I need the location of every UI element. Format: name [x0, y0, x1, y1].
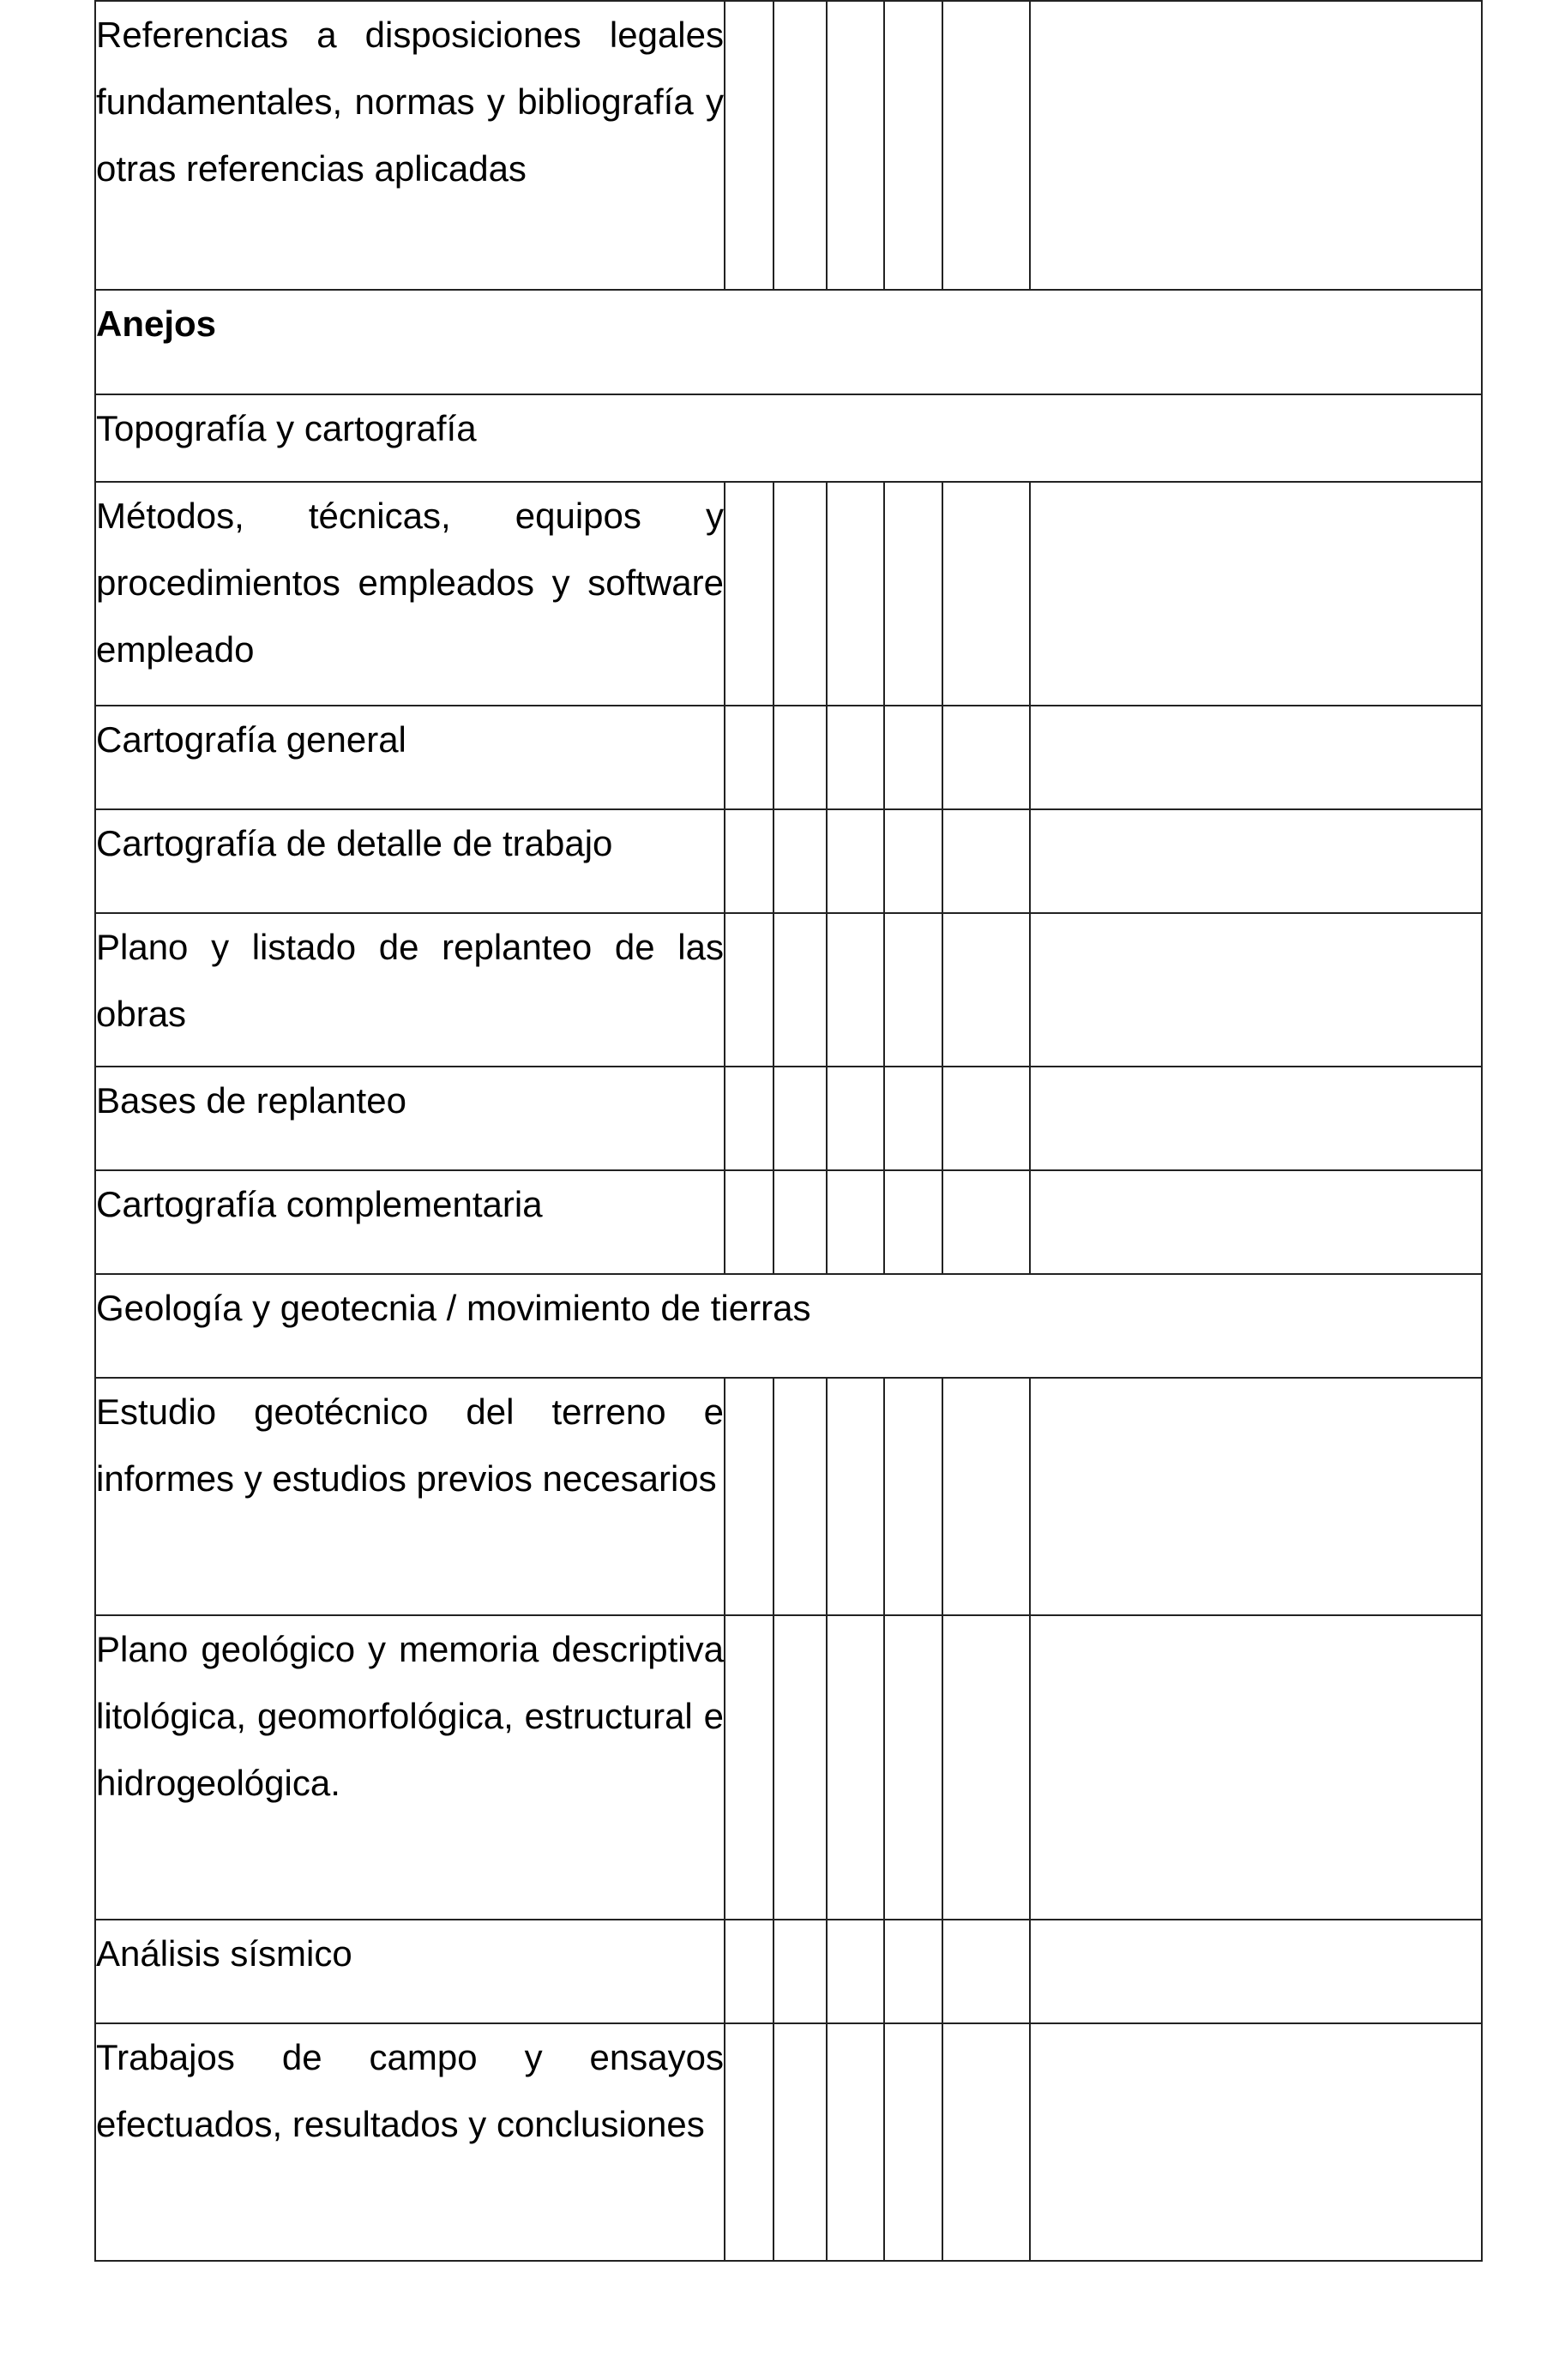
check-cell[interactable]	[827, 2023, 884, 2261]
row-label: Estudio geotécnico del terreno e informes y estudios previos necesarios	[95, 1378, 725, 1615]
check-cell[interactable]	[942, 482, 1030, 706]
check-cell[interactable]	[942, 809, 1030, 913]
observations-cell[interactable]	[1030, 482, 1482, 706]
check-cell[interactable]	[773, 1615, 827, 1920]
table-row	[95, 913, 1482, 1067]
row-label: Plano geológico y memoria descriptiva litológica, geomorfológica, estructural e hidrogeológica.	[95, 1615, 725, 1920]
section-row	[95, 1274, 1482, 1378]
observations-cell[interactable]	[1030, 1920, 1482, 2023]
check-cell[interactable]	[773, 482, 827, 706]
table-row	[95, 1, 1482, 290]
row-label: Análisis sísmico	[95, 1920, 725, 2023]
check-cell[interactable]	[827, 1, 884, 290]
check-cell[interactable]	[884, 1378, 942, 1615]
row-label: Cartografía general	[95, 706, 725, 809]
check-cell[interactable]	[725, 482, 773, 706]
row-label: Trabajos de campo y ensayos efectuados, resultados y conclusiones	[95, 2023, 725, 2261]
section-heading: Topografía y cartografía	[95, 394, 1482, 482]
check-cell[interactable]	[725, 1170, 773, 1274]
check-cell[interactable]	[773, 809, 827, 913]
check-cell[interactable]	[942, 1378, 1030, 1615]
check-cell[interactable]	[884, 1920, 942, 2023]
observations-cell[interactable]	[1030, 809, 1482, 913]
check-cell[interactable]	[942, 706, 1030, 809]
check-cell[interactable]	[725, 809, 773, 913]
check-cell[interactable]	[884, 913, 942, 1067]
check-cell[interactable]	[725, 2023, 773, 2261]
observations-cell[interactable]	[1030, 1, 1482, 290]
observations-cell[interactable]	[1030, 1170, 1482, 1274]
check-cell[interactable]	[773, 913, 827, 1067]
check-cell[interactable]	[773, 1067, 827, 1170]
check-cell[interactable]	[827, 1920, 884, 2023]
check-cell[interactable]	[884, 1170, 942, 1274]
table-row	[95, 1378, 1482, 1615]
check-cell[interactable]	[827, 706, 884, 809]
check-cell[interactable]	[725, 706, 773, 809]
check-cell[interactable]	[884, 1, 942, 290]
check-cell[interactable]	[942, 1, 1030, 290]
check-cell[interactable]	[773, 2023, 827, 2261]
check-cell[interactable]	[827, 913, 884, 1067]
check-cell[interactable]	[942, 1170, 1030, 1274]
check-cell[interactable]	[942, 1615, 1030, 1920]
table-row	[95, 809, 1482, 913]
check-cell[interactable]	[827, 809, 884, 913]
row-label: Plano y listado de replanteo de las obras	[95, 913, 725, 1067]
checklist-table	[94, 0, 1483, 2262]
table-row	[95, 1067, 1482, 1170]
observations-cell[interactable]	[1030, 1067, 1482, 1170]
section-row	[95, 290, 1482, 394]
check-cell[interactable]	[884, 1615, 942, 1920]
table-row	[95, 706, 1482, 809]
section-heading: Geología y geotecnia / movimiento de tierras	[95, 1274, 1482, 1378]
check-cell[interactable]	[827, 1067, 884, 1170]
observations-cell[interactable]	[1030, 2023, 1482, 2261]
check-cell[interactable]	[725, 1920, 773, 2023]
check-cell[interactable]	[827, 1170, 884, 1274]
observations-cell[interactable]	[1030, 706, 1482, 809]
check-cell[interactable]	[773, 1, 827, 290]
table-row	[95, 2023, 1482, 2261]
observations-cell[interactable]	[1030, 1378, 1482, 1615]
row-label: Cartografía complementaria	[95, 1170, 725, 1274]
check-cell[interactable]	[942, 1920, 1030, 2023]
check-cell[interactable]	[942, 2023, 1030, 2261]
table-row	[95, 482, 1482, 706]
row-label: Bases de replanteo	[95, 1067, 725, 1170]
check-cell[interactable]	[827, 1378, 884, 1615]
check-cell[interactable]	[773, 706, 827, 809]
check-cell[interactable]	[725, 1615, 773, 1920]
table-row	[95, 1170, 1482, 1274]
check-cell[interactable]	[773, 1170, 827, 1274]
check-cell[interactable]	[942, 1067, 1030, 1170]
row-label: Métodos, técnicas, equipos y procedimientos empleados y software empleado	[95, 482, 725, 706]
observations-cell[interactable]	[1030, 1615, 1482, 1920]
check-cell[interactable]	[884, 809, 942, 913]
check-cell[interactable]	[942, 913, 1030, 1067]
observations-cell[interactable]	[1030, 913, 1482, 1067]
check-cell[interactable]	[773, 1378, 827, 1615]
row-label: Referencias a disposiciones legales fundamentales, normas y bibliografía y otras referencias aplicadas	[95, 1, 725, 290]
check-cell[interactable]	[725, 913, 773, 1067]
row-label: Cartografía de detalle de trabajo	[95, 809, 725, 913]
check-cell[interactable]	[884, 1067, 942, 1170]
check-cell[interactable]	[884, 706, 942, 809]
section-row	[95, 394, 1482, 482]
table-row	[95, 1920, 1482, 2023]
check-cell[interactable]	[725, 1, 773, 290]
check-cell[interactable]	[725, 1378, 773, 1615]
check-cell[interactable]	[773, 1920, 827, 2023]
table-row	[95, 1615, 1482, 1920]
check-cell[interactable]	[827, 482, 884, 706]
check-cell[interactable]	[827, 1615, 884, 1920]
section-heading: Anejos	[95, 290, 1482, 394]
check-cell[interactable]	[725, 1067, 773, 1170]
check-cell[interactable]	[884, 482, 942, 706]
check-cell[interactable]	[884, 2023, 942, 2261]
